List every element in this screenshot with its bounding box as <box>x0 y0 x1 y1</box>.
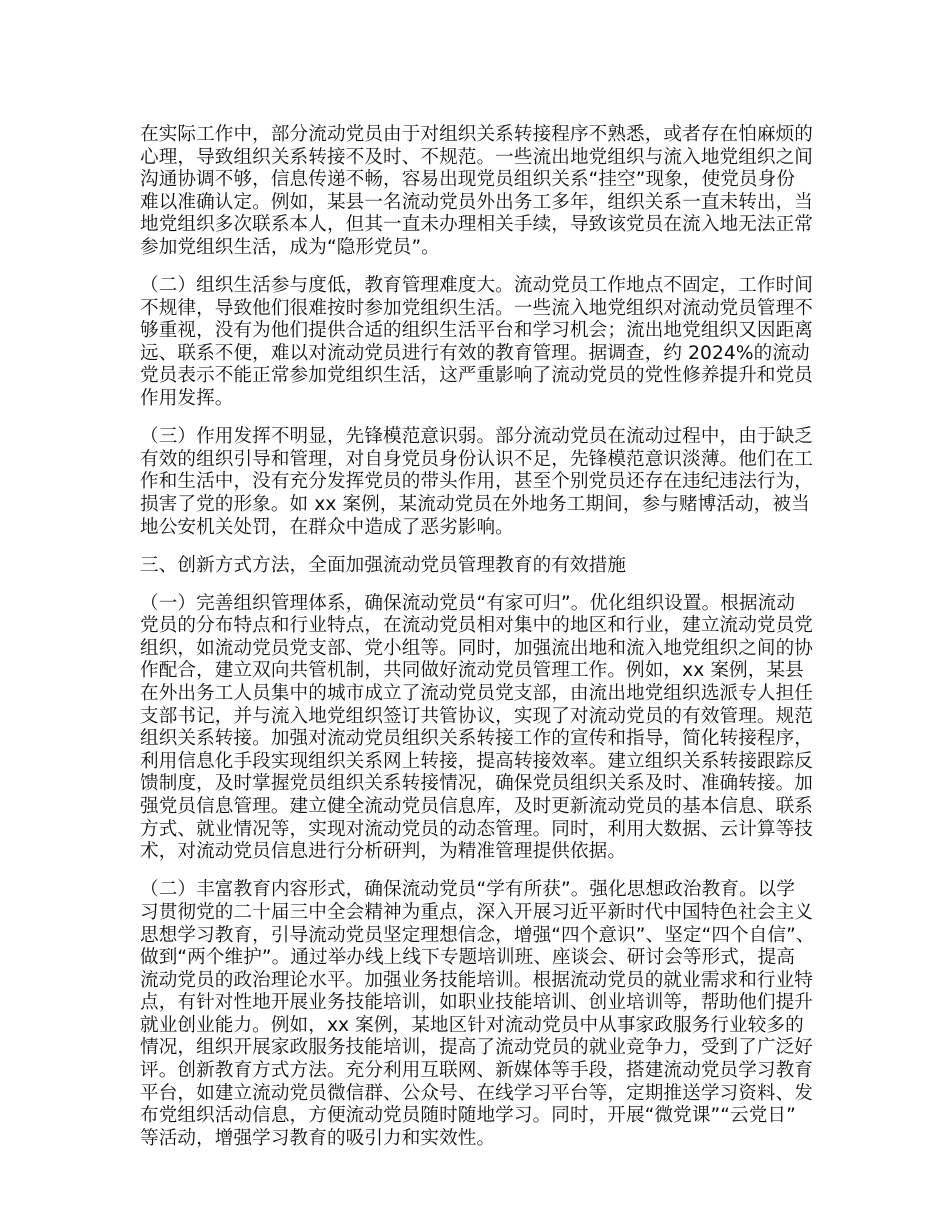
text-line: 组织，如流动党员党支部、党小组等。同时，加强流出地和流入地党组织之间的协 <box>140 637 813 659</box>
text-line: 不规律，导致他们很难按时参加党组织生活。一些流入地党组织对流动党员管理不 <box>140 297 813 319</box>
text-line: 点，有针对性地开展业务技能培训，如职业技能培训、创业培训等，帮助他们提升 <box>140 992 813 1014</box>
text-line: 地公安机关处罚，在群众中造成了恶劣影响。 <box>140 516 514 538</box>
text-line: 作和生活中，没有充分发挥党员的带头作用，甚至个别党员还存在违纪违法行为， <box>140 471 813 493</box>
text-line: 思想学习教育，引导流动党员坚定理想信念，增强“四个意识”、坚定“四个自信”、 <box>140 924 815 946</box>
text-line: 地党组织多次联系本人，但其一直未办理相关手续，导致该党员在流入地无法正常 <box>140 214 813 236</box>
document-page <box>140 124 820 1166</box>
text-line: 术，对流动党员信息进行分析研判，为精准管理提供依据。 <box>140 841 627 863</box>
text-line: 就业创业能力。例如，xx 案例，某地区针对流动党员中从事家政服务行业较多的 <box>140 1014 804 1036</box>
text-line: 做到“两个维护”。通过举办线上线下专题培训班、座谈会、研讨会等形式，提高 <box>140 947 796 969</box>
text-line: 党员表示不能正常参加党组织生活，这严重影响了流动党员的党性修养提升和党员 <box>140 365 813 387</box>
text-line: 等活动，增强学习教育的吸引力和实效性。 <box>140 1127 496 1149</box>
text-line: 党员的分布特点和行业特点，在流动党员相对集中的地区和行业，建立流动党员党 <box>140 615 813 637</box>
text-line: 损害了党的形象。如 xx 案例，某流动党员在外地务工期间，参与赌博活动，被当 <box>140 493 810 515</box>
text-line: 够重视，没有为他们提供合适的组织生活平台和学习机会；流出地党组织又因距离 <box>140 320 813 342</box>
text-line: （二）组织生活参与度低，教育管理难度大。流动党员工作地点不固定，工作时间 <box>140 275 813 297</box>
text-line: （三）作用发挥不明显，先锋模范意识弱。部分流动党员在流动过程中，由于缺乏 <box>140 426 813 448</box>
text-line: 难以准确认定。例如，某县一名流动党员外出务工多年，组织关系一直未转出，当 <box>140 191 813 213</box>
text-line: 习贯彻党的二十届三中全会精神为重点，深入开展习近平新时代中国特色社会主义 <box>140 901 813 923</box>
text-line: 流动党员的政治理论水平。加强业务技能培训。根据流动党员的就业需求和行业特 <box>140 969 813 991</box>
text-line: 平台，如建立流动党员微信群、公众号、在线学习平台等，定期推送学习资料、发 <box>140 1082 813 1104</box>
text-line: 情况，组织开展家政服务技能培训，提高了流动党员的就业竞争力，受到了广泛好 <box>140 1037 813 1059</box>
text-line: 心理，导致组织关系转接不及时、不规范。一些流出地党组织与流入地党组织之间 <box>140 146 813 168</box>
paragraph <box>140 879 820 1150</box>
text-line: 强党员信息管理。建立健全流动党员信息库，及时更新流动党员的基本信息、联系 <box>140 796 813 818</box>
text-line: 评。创新教育方式方法。充分利用互联网、新媒体等手段，搭建流动党员学习教育 <box>140 1060 813 1082</box>
text-line: 在外出务工人员集中的城市成立了流动党员党支部，由流出地党组织选派专人担任 <box>140 683 813 705</box>
text-line: 远、联系不便，难以对流动党员进行有效的教育管理。据调查，约 2024%的流动 <box>140 342 810 364</box>
text-line: 方式、就业情况等，实现对流动党员的动态管理。同时，利用大数据、云计算等技 <box>140 818 813 840</box>
text-line: 沟通协调不够，信息传递不畅，容易出现党员组织关系“挂空”现象，使党员身份 <box>140 169 796 191</box>
text-line: 组织关系转接。加强对流动党员组织关系转接工作的宣传和指导，简化转接程序， <box>140 728 813 750</box>
text-line: 作用发挥。 <box>140 388 234 410</box>
text-line: 参加党组织生活，成为“隐形党员”。 <box>140 236 440 258</box>
text-line: 三、创新方式方法，全面加强流动党员管理教育的有效措施 <box>140 554 627 576</box>
text-line: 馈制度，及时掌握党员组织关系转接情况，确保党员组织关系及时、准确转接。加 <box>140 773 813 795</box>
text-line: 作配合，建立双向共管机制，共同做好流动党员管理工作。例如，xx 案例，某县 <box>140 660 804 682</box>
text-line: 支部书记，并与流入地党组织签订共管协议，实现了对流动党员的有效管理。规范 <box>140 705 813 727</box>
text-line: 布党组织活动信息，方便流动党员随时随地学习。同时，开展“微党课”“云党日” <box>140 1105 796 1127</box>
text-line: （二）丰富教育内容形式，确保流动党员“学有所获”。强化思想政治教育。以学 <box>140 879 796 901</box>
section-heading <box>140 555 820 578</box>
text-line: 在实际工作中，部分流动党员由于对组织关系转接程序不熟悉，或者存在怕麻烦的 <box>140 124 813 145</box>
paragraph <box>140 593 820 864</box>
text-line: 有效的组织引导和管理，对自身党员身份认识不足，先锋模范意识淡薄。他们在工 <box>140 448 813 470</box>
paragraph <box>140 426 820 539</box>
text-line: 利用信息化手段实现组织关系网上转接，提高转接效率。建立组织关系转接跟踪反 <box>140 750 813 772</box>
paragraph <box>140 275 820 411</box>
text-line: （一）完善组织管理体系，确保流动党员“有家可归”。优化组织设置。根据流动 <box>140 592 796 614</box>
paragraph <box>140 124 820 260</box>
